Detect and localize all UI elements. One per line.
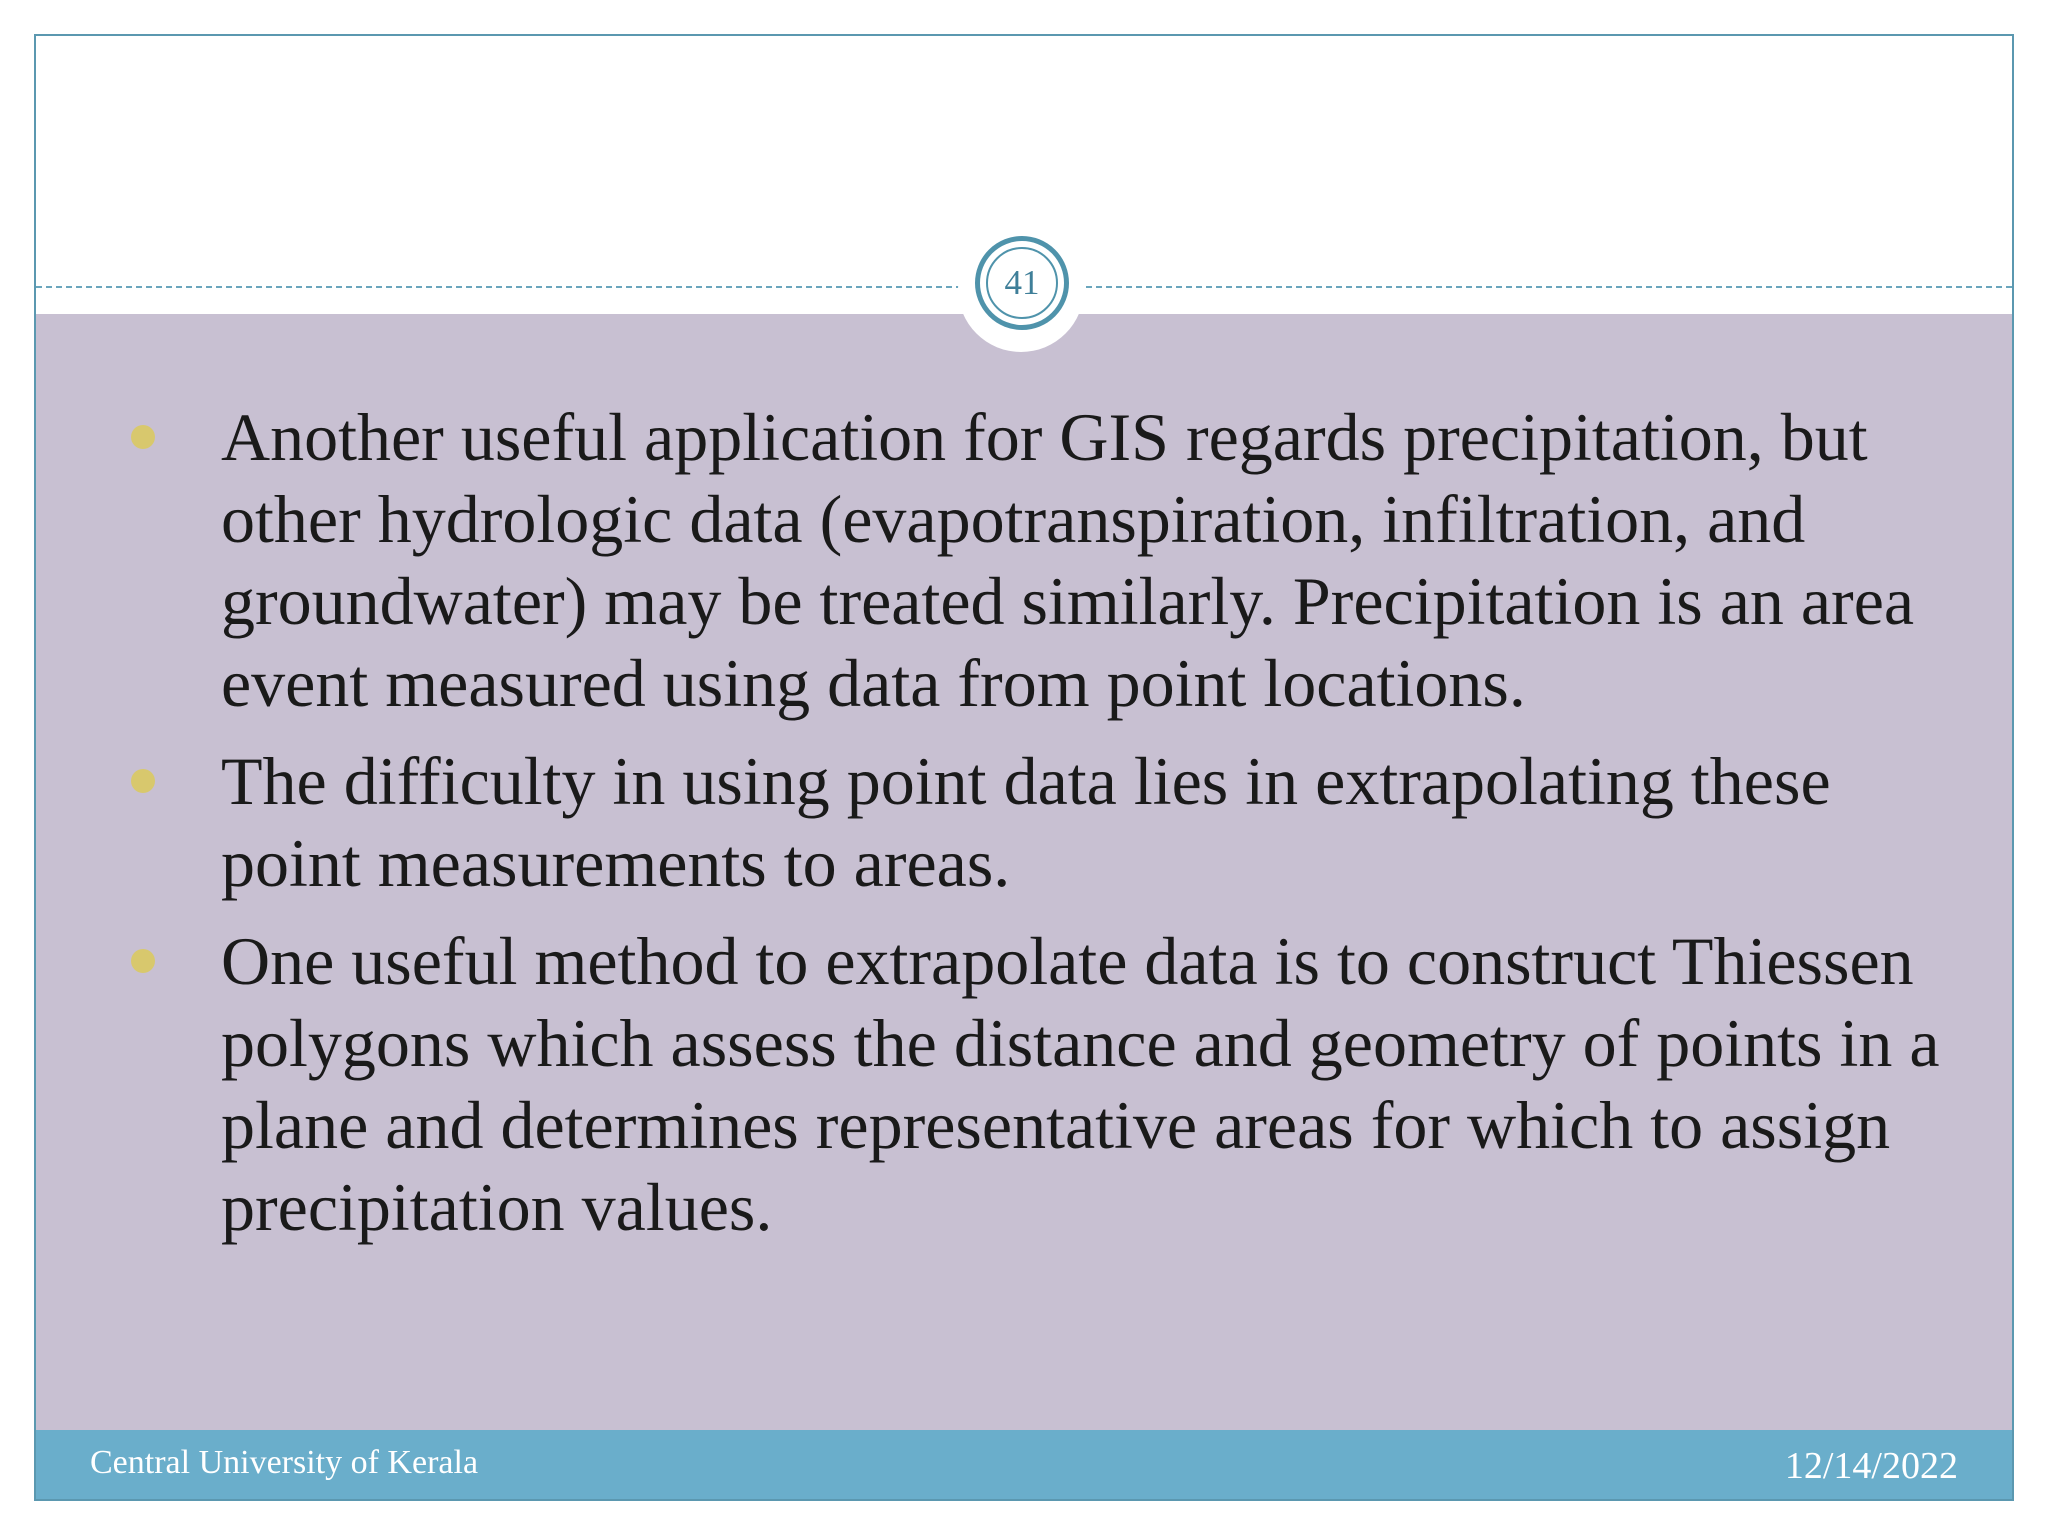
bullet-item xyxy=(131,740,1971,904)
bullet-item xyxy=(131,396,1971,724)
slide-footer xyxy=(36,1430,2012,1501)
bullet-list xyxy=(131,396,1971,1264)
footer-institution: Central University of Kerala xyxy=(90,1444,479,1481)
bullet-dot-icon xyxy=(131,425,155,449)
bullet-text: The difficulty in using point data lies in extrapolating these point measurements to areas. xyxy=(221,743,1831,901)
page-number: 41 xyxy=(986,247,1058,319)
footer-date: 12/14/2022 xyxy=(1784,1445,1958,1487)
bullet-dot-icon xyxy=(131,949,155,973)
bullet-item xyxy=(131,920,1971,1248)
bullet-dot-icon xyxy=(131,769,155,793)
slide xyxy=(34,34,2014,1501)
bullet-text: One useful method to extrapolate data is to construct Thiessen polygons which assess the distance and geometry of points in a plane and determines representative areas for which to assign precipitation values. xyxy=(221,923,1940,1245)
page-number-badge xyxy=(975,236,1069,330)
bullet-text: Another useful application for GIS regards precipitation, but other hydrologic data (evapotranspiration, infiltration, and groundwater) may be treated similarly. Precipitation is an area event measured using data from point locations. xyxy=(221,399,1915,721)
